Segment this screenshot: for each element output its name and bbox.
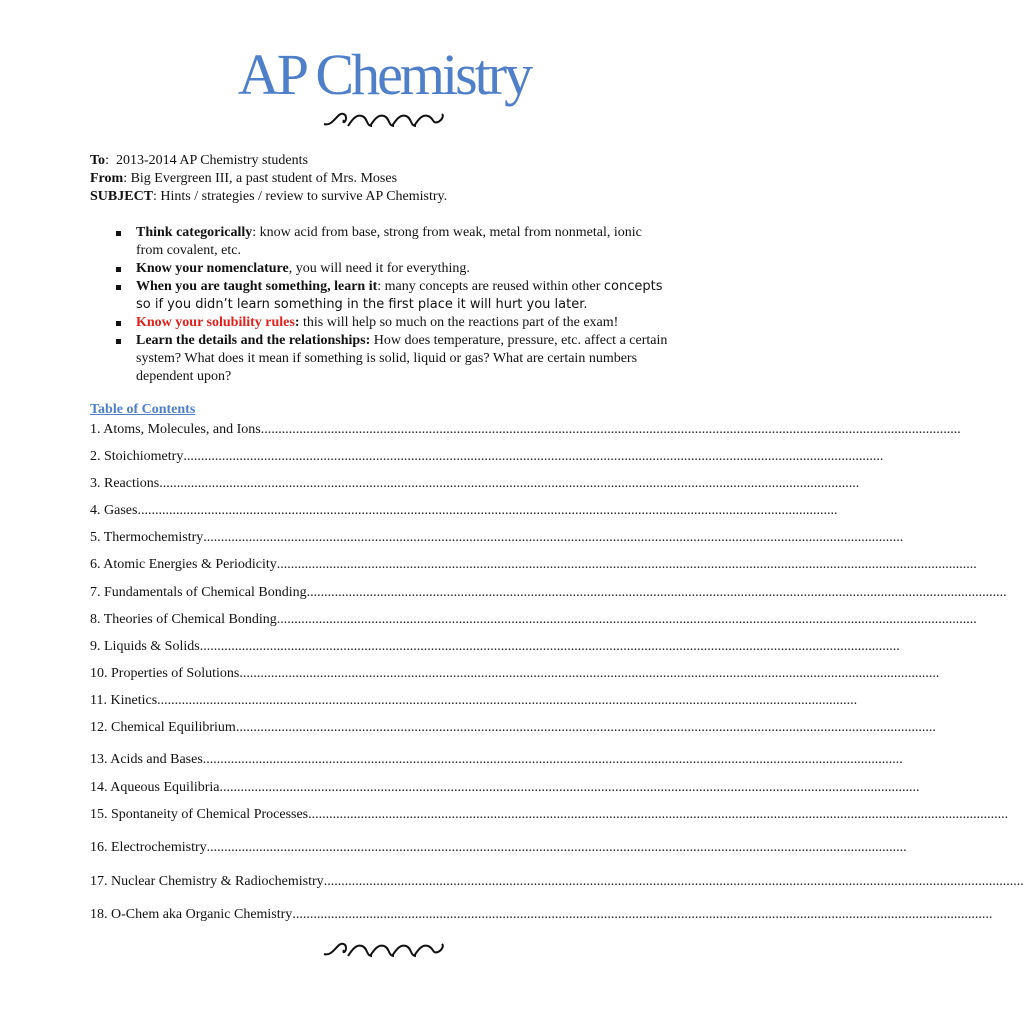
toc-entry[interactable]: [90, 609, 977, 629]
tip-body: this will help so much on the reactions part of the exam!: [303, 315, 619, 330]
toc-entry-label: 17. Nuclear Chemistry & Radiochemistry: [90, 874, 324, 889]
toc-leader-dots: ........................................................................................................................................................................................................: [235, 720, 936, 735]
toc-entry-label: 6. Atomic Energies & Periodicity: [90, 557, 277, 572]
toc-entry[interactable]: [90, 749, 903, 769]
tip-body: many concepts are reused within other: [384, 279, 604, 294]
toc-entry[interactable]: [90, 446, 884, 466]
tip-heading: When you are taught something, learn it: [136, 279, 378, 294]
toc-leader-dots: ........................................................................................................................................................................................................: [202, 752, 903, 767]
toc-entry[interactable]: [90, 500, 838, 520]
memo-from-label: From: [90, 171, 124, 186]
tip-separator: ,: [288, 261, 296, 276]
tip-heading: Know your nomenclature: [136, 261, 289, 276]
memo-to-line: To: 2013-2014 AP Chemistry students: [90, 153, 308, 168]
toc-leader-dots: ........................................................................................................................................................................................................: [183, 449, 884, 464]
memo-from-value: Big Evergreen III, a past student of Mrs. Moses: [130, 171, 398, 186]
tip-heading: Learn the details and the relationships:: [136, 333, 371, 348]
toc-entry[interactable]: [90, 527, 904, 547]
toc-leader-dots: ........................................................................................................................................................................................................: [306, 585, 1007, 600]
tip-body: How does temperature, pressure, etc. affect a certain system? What does it mean if something is solid, liquid or gas? What are certain numbers dependent upon?: [136, 333, 668, 384]
toc-leader-dots: ........................................................................................................................................................................................................: [308, 807, 1009, 822]
memo-subject-value: Hints / strategies / review to survive AP Chemistry.: [160, 189, 448, 204]
toc-entry-label: 9. Liquids & Solids: [90, 639, 200, 654]
toc-entry[interactable]: [90, 690, 858, 710]
toc-leader-dots: ........................................................................................................................................................................................................: [137, 503, 838, 518]
memo-to-value: 2013-2014 AP Chemistry students: [115, 153, 308, 168]
toc-heading: Table of Contents: [90, 402, 196, 417]
toc-entry-label: 12. Chemical Equilibrium: [90, 720, 236, 735]
memo-subject-line: SUBJECT: Hints / strategies / review to survive AP Chemistry.: [90, 189, 448, 204]
toc-entry-label: 4. Gases: [90, 503, 138, 518]
toc-entry[interactable]: [90, 837, 907, 857]
toc-leader-dots: ........................................................................................................................................................................................................: [323, 874, 1024, 889]
tip-body-continued: concepts so if you didn’t learn something in the first place it will hurt you later.: [136, 279, 663, 312]
toc-entry[interactable]: [90, 473, 860, 493]
toc-entry[interactable]: [90, 419, 961, 439]
toc-entry-label: 7. Fundamentals of Chemical Bonding: [90, 585, 307, 600]
toc-entry-label: 5. Thermochemistry: [90, 530, 204, 545]
toc-leader-dots: ........................................................................................................................................................................................................: [239, 666, 940, 681]
tip-heading-highlighted: Know your solubility rules: [136, 315, 295, 330]
tip-body: you will need it for everything.: [295, 261, 470, 276]
toc-entry-label: 14. Aqueous Equilibria: [90, 780, 220, 795]
tip-heading: Think categorically: [136, 225, 253, 240]
toc-entry-label: 3. Reactions: [90, 476, 160, 491]
toc-entry[interactable]: [90, 871, 1024, 891]
toc-entry[interactable]: [90, 582, 1007, 602]
toc-leader-dots: ........................................................................................................................................................................................................: [292, 907, 993, 922]
toc-leader-dots: ........................................................................................................................................................................................................: [159, 476, 860, 491]
toc-entry[interactable]: [90, 636, 900, 656]
toc-entry-label: 13. Acids and Bases: [90, 752, 203, 767]
memo-subject-label: SUBJECT: [90, 189, 154, 204]
toc-entry[interactable]: [90, 717, 936, 737]
toc-entry-label: 2. Stoichiometry: [90, 449, 184, 464]
toc-entry[interactable]: [90, 904, 993, 924]
toc-entry[interactable]: [90, 804, 1009, 824]
toc-entry-label: 15. Spontaneity of Chemical Processes: [90, 807, 309, 822]
toc-leader-dots: ........................................................................................................................................................................................................: [276, 557, 977, 572]
tip-body: know acid from base, strong from weak, metal from nonmetal, ionic from covalent, etc.: [136, 225, 642, 258]
toc-leader-dots: ........................................................................................................................................................................................................: [219, 780, 920, 795]
toc-entry-label: 10. Properties of Solutions: [90, 666, 240, 681]
toc-leader-dots: ........................................................................................................................................................................................................: [203, 530, 904, 545]
toc-leader-dots: ........................................................................................................................................................................................................: [276, 612, 977, 627]
tip-separator: :: [252, 225, 260, 240]
toc-entry-label: 1. Atoms, Molecules, and Ions: [90, 422, 261, 437]
toc-entry-label: 11. Kinetics: [90, 693, 158, 708]
toc-leader-dots: ........................................................................................................................................................................................................: [157, 693, 858, 708]
tip-separator: :: [377, 279, 385, 294]
page-title: AP Chemistry: [237, 42, 531, 107]
toc-entry-label: 16. Electrochemistry: [90, 840, 207, 855]
tip-separator: :: [294, 315, 303, 330]
toc-entry[interactable]: [90, 554, 977, 574]
memo-to-label: To: [90, 153, 106, 168]
toc-entry-label: 18. O-Chem aka Organic Chemistry: [90, 907, 293, 922]
toc-entry[interactable]: [90, 777, 920, 797]
memo-from-line: From: Big Evergreen III, a past student of Mrs. Moses: [90, 171, 398, 186]
toc-entry[interactable]: [90, 663, 940, 683]
table-of-contents: [90, 0, 1024, 1024]
toc-leader-dots: ........................................................................................................................................................................................................: [206, 840, 907, 855]
toc-leader-dots: ........................................................................................................................................................................................................: [260, 422, 961, 437]
wave-ornament-icon: [322, 936, 446, 962]
toc-leader-dots: ........................................................................................................................................................................................................: [199, 639, 900, 654]
toc-entry-label: 8. Theories of Chemical Bonding: [90, 612, 277, 627]
